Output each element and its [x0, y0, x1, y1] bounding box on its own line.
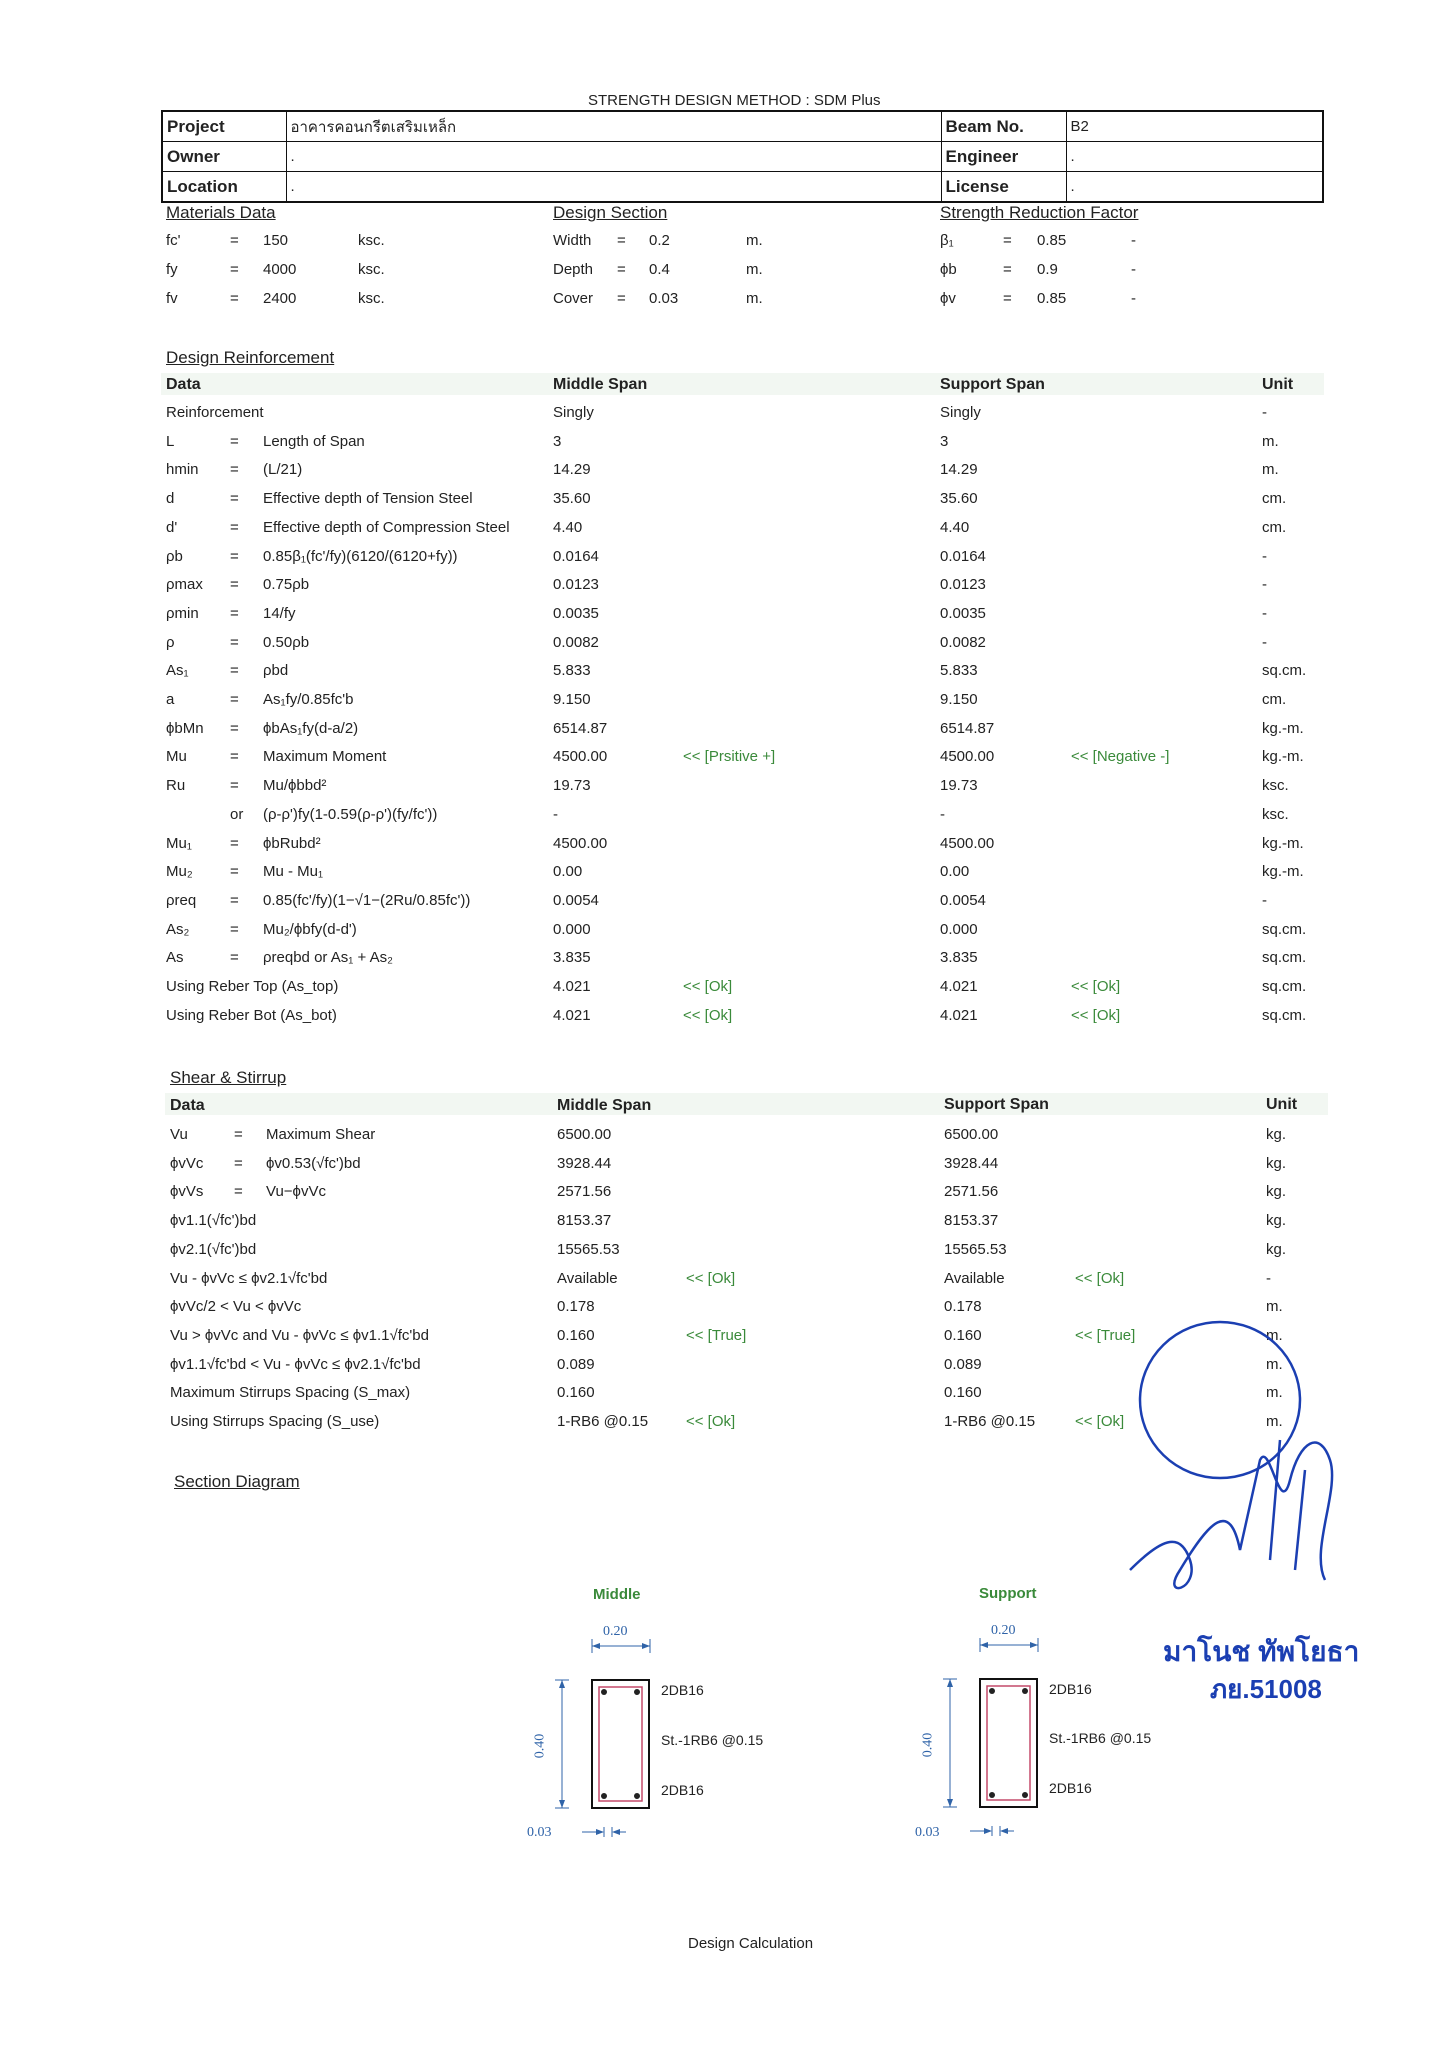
reinf-col-support: Support Span	[940, 376, 1045, 393]
section-value: 0.03	[649, 290, 679, 307]
row-equals: =	[230, 662, 239, 680]
middle-span-value: 6514.87	[553, 719, 608, 737]
row-unit: -	[1262, 404, 1267, 421]
middle-span-value: 0.160	[557, 1326, 595, 1344]
support-span-value: 0.000	[940, 920, 978, 938]
row-description: Mu/ϕbbd²	[263, 777, 327, 795]
section-value: 0.4	[649, 261, 670, 278]
shear-header-band	[165, 1093, 1328, 1115]
row-description: Mu₂/ϕbfy(d-d')	[263, 920, 357, 938]
reinforcement-header-band	[161, 373, 1324, 395]
row-unit: -	[1266, 1269, 1271, 1287]
row-symbol: ϕv1.1√fc'bd < Vu - ϕvVc ≤ ϕv2.1√fc'bd	[170, 1355, 421, 1373]
row-equals: =	[234, 1126, 243, 1143]
signer-name: มาโนช ทัพโยธา	[1163, 1636, 1360, 1667]
support-span-value: 2571.56	[944, 1183, 999, 1201]
row-symbol: ρreq	[166, 891, 197, 909]
support-cover-dim: 0.03	[915, 1825, 940, 1840]
section-equals: =	[617, 232, 626, 249]
row-description: (L/21)	[263, 461, 303, 479]
row-unit: sq.cm.	[1262, 1006, 1307, 1024]
project-value: อาคารคอนกรีตเสริมเหล็ก	[286, 111, 941, 142]
row-equals: =	[230, 547, 239, 565]
signer-license: ภย.51008	[1210, 1674, 1322, 1704]
section-unit: m.	[746, 261, 763, 278]
row-symbol: d'	[166, 518, 178, 536]
row-equals: =	[230, 604, 239, 622]
row-unit: kg.-m.	[1262, 834, 1304, 852]
support-bottom-bar: 2DB16	[1049, 1780, 1092, 1796]
middle-span-value: 0.178	[557, 1298, 595, 1316]
middle-span-value: 35.60	[553, 490, 591, 508]
support-span-value: 0.0054	[940, 891, 986, 909]
row-unit: -	[1262, 891, 1267, 909]
row-unit: m.	[1266, 1413, 1283, 1430]
row-equals: =	[230, 863, 239, 881]
row-description: ϕbRubd²	[263, 834, 321, 852]
middle-span-note: << [True]	[686, 1326, 747, 1344]
row-symbol: Vu - ϕvVc ≤ ϕv2.1√fc'bd	[170, 1269, 328, 1287]
support-span-note: << [Ok]	[1071, 978, 1121, 995]
row-symbol: Maximum Stirrups Spacing (S_max)	[170, 1384, 411, 1402]
reduction-factor-title: Strength Reduction Factor	[940, 203, 1139, 222]
row-unit: sq.cm.	[1262, 662, 1307, 680]
support-span-value: 4.40	[940, 518, 970, 536]
row-unit: sq.cm.	[1262, 978, 1307, 995]
reduction-equals: =	[1003, 290, 1012, 307]
material-unit: ksc.	[358, 290, 385, 307]
middle-span-value: 3	[553, 432, 562, 450]
middle-span-value: 4.40	[553, 518, 583, 536]
row-symbol: Reinforcement	[166, 404, 264, 421]
middle-span-value: 8153.37	[557, 1212, 612, 1230]
location-value: .	[286, 172, 941, 203]
middle-span-value: 4.021	[553, 978, 591, 995]
support-span-value: 0.178	[944, 1298, 982, 1316]
section-symbol: Width	[553, 232, 592, 249]
handwritten-signature	[1120, 1320, 1380, 1620]
middle-span-note: << [Ok]	[683, 1006, 733, 1024]
support-span-value: 0.160	[944, 1326, 982, 1344]
section-equals: =	[617, 261, 626, 278]
support-span-value: 0.089	[944, 1355, 982, 1373]
row-description: (ρ-ρ')fy(1-0.59(ρ-ρ')(fy/fc'))	[263, 805, 438, 823]
reinf-col-unit: Unit	[1262, 376, 1294, 393]
engineer-label: Engineer	[941, 142, 1066, 172]
middle-span-value: Available	[557, 1269, 618, 1287]
support-span-value: 8153.37	[944, 1212, 999, 1230]
row-unit: kg.-m.	[1262, 863, 1304, 881]
support-span-value: 3.835	[940, 949, 978, 967]
reduction-unit: -	[1131, 290, 1136, 307]
section-value: 0.2	[649, 232, 670, 249]
license-label: License	[941, 172, 1066, 203]
reduction-unit: -	[1131, 232, 1136, 249]
row-description: Mu - Mu₁	[263, 863, 324, 881]
row-description: ρbd	[263, 662, 289, 680]
row-symbol: Using Reber Top (As_top)	[166, 978, 339, 995]
row-unit: m.	[1266, 1384, 1283, 1402]
row-symbol: ϕvVs	[170, 1183, 204, 1201]
material-symbol: fy	[166, 261, 178, 278]
support-span-value: 0.160	[944, 1384, 982, 1402]
middle-span-value: 3.835	[553, 949, 591, 967]
material-value: 4000	[263, 261, 297, 278]
row-equals: =	[234, 1154, 243, 1172]
row-equals: =	[230, 834, 239, 852]
middle-width-dim: 0.20	[603, 1624, 628, 1639]
support-span-value: 14.29	[940, 461, 978, 479]
support-stirrup: St.-1RB6 @0.15	[1049, 1730, 1152, 1746]
support-span-value: 3928.44	[944, 1154, 999, 1172]
owner-label: Owner	[162, 142, 286, 172]
support-span-value: 1-RB6 @0.15	[944, 1413, 1036, 1430]
row-equals: =	[230, 633, 239, 651]
middle-bottom-bar: 2DB16	[661, 1782, 704, 1798]
material-unit: ksc.	[358, 261, 385, 278]
middle-span-value: 0.0082	[553, 633, 599, 651]
row-description: ρreqbd or As₁ + As₂	[263, 949, 393, 967]
reduction-equals: =	[1003, 232, 1012, 249]
row-unit: kg.	[1266, 1240, 1287, 1258]
row-symbol: Vu	[170, 1126, 188, 1143]
support-span-value: 15565.53	[944, 1240, 1007, 1258]
row-symbol: Mu₁	[166, 834, 192, 852]
support-span-note: << [Ok]	[1075, 1269, 1125, 1287]
row-symbol: As	[166, 949, 184, 967]
row-unit: m.	[1266, 1326, 1283, 1344]
reduction-symbol: ϕb	[940, 261, 957, 278]
row-unit: kg.	[1266, 1212, 1287, 1230]
reinf-col-data: Data	[166, 376, 201, 393]
shear-stirrup-title: Shear & Stirrup	[170, 1068, 287, 1087]
section-symbol: Depth	[553, 261, 594, 278]
row-description: ϕv0.53(√fc')bd	[266, 1154, 361, 1172]
middle-stirrup: St.-1RB6 @0.15	[661, 1732, 764, 1748]
shear-col-unit: Unit	[1266, 1096, 1298, 1113]
row-equals: =	[230, 490, 239, 508]
section-equals: =	[617, 290, 626, 307]
row-equals: =	[230, 691, 239, 708]
middle-span-value: 0.160	[557, 1384, 595, 1402]
row-symbol: As₁	[166, 662, 189, 680]
middle-top-bar: 2DB16	[661, 1682, 704, 1698]
middle-span-value: 19.73	[553, 777, 591, 795]
support-span-note: << [Negative -]	[1071, 748, 1170, 766]
middle-span-value: Singly	[553, 404, 594, 421]
row-symbol: ϕvVc	[170, 1154, 204, 1172]
material-equals: =	[230, 290, 239, 307]
row-equals: =	[230, 461, 239, 479]
support-span-value: -	[940, 805, 945, 823]
row-symbol: Using Stirrups Spacing (S_use)	[170, 1413, 380, 1430]
row-unit: sq.cm.	[1262, 949, 1307, 967]
row-unit: m.	[1266, 1355, 1283, 1373]
row-symbol: ϕbMn	[166, 719, 204, 737]
row-equals: =	[230, 949, 239, 967]
row-symbol: Using Reber Bot (As_bot)	[166, 1006, 337, 1024]
row-symbol: Ru	[166, 777, 186, 795]
row-unit: m.	[1266, 1298, 1283, 1316]
row-symbol: ρ	[166, 633, 175, 651]
middle-span-value: 0.0035	[553, 604, 599, 622]
support-span-note: << [True]	[1075, 1326, 1136, 1344]
row-unit: -	[1262, 633, 1267, 651]
document-title: STRENGTH DESIGN METHOD : SDM Plus	[588, 92, 881, 109]
support-span-note: << [Ok]	[1075, 1413, 1125, 1430]
material-equals: =	[230, 261, 239, 278]
footer-label: Design Calculation	[688, 1935, 814, 1952]
row-symbol: ρmin	[166, 604, 199, 622]
shear-col-middle: Middle Span	[557, 1097, 652, 1114]
row-description: 0.85β₁(fc'/fy)(6120/(6120+fy))	[263, 547, 458, 565]
middle-span-value: 4.021	[553, 1006, 591, 1024]
row-equals: =	[230, 920, 239, 938]
middle-span-value: 1-RB6 @0.15	[557, 1413, 649, 1430]
shear-col-data: Data	[170, 1097, 205, 1114]
support-diagram-label: Support	[979, 1585, 1037, 1602]
support-span-value: 4500.00	[940, 834, 995, 852]
design-section-title: Design Section	[553, 203, 668, 222]
middle-span-note: << [Ok]	[683, 978, 733, 995]
row-unit: kg.-m.	[1262, 719, 1304, 737]
row-description: Length of Span	[263, 432, 365, 450]
middle-span-value: 3928.44	[557, 1154, 612, 1172]
row-unit: kg.	[1266, 1126, 1287, 1143]
material-equals: =	[230, 232, 239, 249]
row-unit: kg.-m.	[1262, 748, 1304, 766]
reduction-value: 0.85	[1037, 290, 1067, 307]
project-label: Project	[162, 111, 286, 142]
row-description: 0.75ρb	[263, 576, 310, 594]
row-unit: cm.	[1262, 518, 1287, 536]
middle-span-value: 2571.56	[557, 1183, 612, 1201]
middle-span-value: 0.0164	[553, 547, 599, 565]
support-span-value: 0.0164	[940, 547, 986, 565]
support-span-note: << [Ok]	[1071, 1006, 1121, 1024]
support-span-value: 4.021	[940, 1006, 978, 1024]
middle-span-note: << [Ok]	[686, 1269, 736, 1287]
beam-no-value: B2	[1066, 111, 1323, 142]
materials-title: Materials Data	[166, 203, 276, 222]
middle-span-value: 0.00	[553, 863, 583, 881]
row-equals: =	[230, 432, 239, 450]
row-description: 0.85(fc'/fy)(1−√1−(2Ru/0.85fc'))	[263, 891, 471, 909]
beam-no-label: Beam No.	[941, 111, 1066, 142]
section-symbol: Cover	[553, 290, 594, 307]
row-unit: kg.	[1266, 1154, 1287, 1172]
row-description: Effective depth of Compression Steel	[263, 518, 510, 536]
engineer-value: .	[1066, 142, 1323, 172]
row-symbol: hmin	[166, 461, 199, 479]
middle-span-value: 5.833	[553, 662, 591, 680]
row-description: Vu−ϕvVc	[266, 1183, 326, 1201]
support-span-value: 0.0035	[940, 604, 986, 622]
design-reinforcement-title: Design Reinforcement	[166, 348, 335, 367]
support-span-value: 35.60	[940, 490, 978, 508]
owner-value: .	[286, 142, 941, 172]
row-equals: =	[230, 777, 239, 795]
section-unit: m.	[746, 290, 763, 307]
reduction-symbol: β₁	[940, 232, 954, 249]
reduction-symbol: ϕv	[940, 290, 956, 307]
row-symbol: ρb	[166, 547, 183, 565]
row-symbol: ϕvVc/2 < Vu < ϕvVc	[170, 1298, 302, 1316]
reduction-equals: =	[1003, 261, 1012, 278]
row-description: 14/fy	[263, 604, 296, 622]
material-symbol: fv	[166, 290, 178, 307]
row-unit: ksc.	[1262, 777, 1289, 795]
middle-span-value: 4500.00	[553, 834, 608, 852]
row-symbol: a	[166, 691, 175, 708]
middle-span-value: -	[553, 805, 558, 823]
middle-span-value: 15565.53	[557, 1240, 620, 1258]
row-unit: m.	[1262, 461, 1279, 479]
support-width-dim: 0.20	[991, 1623, 1016, 1638]
middle-depth-dim: 0.40	[532, 1733, 548, 1759]
row-equals: =	[230, 748, 239, 766]
reduction-value: 0.85	[1037, 232, 1067, 249]
row-symbol: d	[166, 490, 175, 508]
row-equals: =	[230, 719, 239, 737]
row-unit: kg.	[1266, 1183, 1287, 1201]
middle-span-value: 0.0123	[553, 576, 599, 594]
row-symbol: Mu	[166, 748, 187, 766]
material-unit: ksc.	[358, 232, 385, 249]
row-symbol: Mu₂	[166, 863, 193, 881]
support-span-value: 19.73	[940, 777, 978, 795]
row-equals: =	[234, 1183, 243, 1201]
support-top-bar: 2DB16	[1049, 1681, 1092, 1697]
row-unit: -	[1262, 547, 1267, 565]
row-description: As₁fy/0.85fc'b	[263, 691, 354, 708]
row-symbol: L	[166, 432, 175, 450]
row-unit: cm.	[1262, 490, 1287, 508]
license-value: .	[1066, 172, 1323, 203]
row-equals: or	[230, 805, 244, 823]
middle-cover-dim: 0.03	[527, 1825, 552, 1840]
support-span-value: 5.833	[940, 662, 978, 680]
row-equals: =	[230, 891, 239, 909]
middle-span-value: 9.150	[553, 691, 591, 708]
row-unit: -	[1262, 576, 1267, 594]
row-equals: =	[230, 518, 239, 536]
row-symbol: ϕv1.1(√fc')bd	[170, 1212, 257, 1230]
row-equals: =	[230, 576, 239, 594]
middle-diagram-label: Middle	[593, 1586, 641, 1603]
row-description: Maximum Moment	[263, 748, 387, 766]
middle-span-value: 4500.00	[553, 748, 608, 766]
support-span-value: 4.021	[940, 978, 978, 995]
reinf-col-middle: Middle Span	[553, 376, 648, 393]
section-diagram-title: Section Diagram	[174, 1472, 300, 1491]
row-symbol: As₂	[166, 920, 190, 938]
support-span-value: 6500.00	[944, 1126, 999, 1143]
reduction-value: 0.9	[1037, 261, 1058, 278]
middle-span-value: 6500.00	[557, 1126, 612, 1143]
support-span-value: 0.0082	[940, 633, 986, 651]
support-span-value: Singly	[940, 404, 981, 421]
row-unit: ksc.	[1262, 805, 1289, 823]
support-span-value: Available	[944, 1269, 1005, 1287]
material-value: 150	[263, 232, 289, 249]
section-unit: m.	[746, 232, 763, 249]
middle-span-note: << [Prsitive +]	[683, 748, 776, 766]
support-span-value: 9.150	[940, 691, 978, 708]
support-span-value: 4500.00	[940, 748, 995, 766]
material-value: 2400	[263, 290, 297, 307]
project-header-table	[161, 110, 1324, 203]
row-symbol: Vu > ϕvVc and Vu - ϕvVc ≤ ϕv1.1√fc'bd	[170, 1326, 429, 1344]
row-unit: -	[1262, 604, 1267, 622]
row-description: 0.50ρb	[263, 633, 310, 651]
row-symbol: ϕv2.1(√fc')bd	[170, 1240, 257, 1258]
row-symbol: ρmax	[166, 576, 203, 594]
middle-span-value: 0.000	[553, 920, 591, 938]
row-unit: sq.cm.	[1262, 920, 1307, 938]
row-description: Maximum Shear	[266, 1126, 376, 1143]
material-symbol: fc'	[166, 232, 181, 249]
middle-span-note: << [Ok]	[686, 1413, 736, 1430]
middle-span-value: 14.29	[553, 461, 591, 479]
support-span-value: 6514.87	[940, 719, 995, 737]
location-label: Location	[162, 172, 286, 203]
support-span-value: 3	[940, 432, 949, 450]
reduction-unit: -	[1131, 261, 1136, 278]
row-description: ϕbAs₁fy(d-a/2)	[263, 719, 359, 737]
middle-span-value: 0.0054	[553, 891, 599, 909]
support-depth-dim: 0.40	[920, 1732, 936, 1758]
support-span-value: 0.0123	[940, 576, 986, 594]
row-unit: m.	[1262, 432, 1279, 450]
row-unit: cm.	[1262, 691, 1287, 708]
row-description: Effective depth of Tension Steel	[263, 490, 473, 508]
middle-span-value: 0.089	[557, 1355, 595, 1373]
shear-col-support: Support Span	[944, 1096, 1049, 1113]
support-span-value: 0.00	[940, 863, 970, 881]
